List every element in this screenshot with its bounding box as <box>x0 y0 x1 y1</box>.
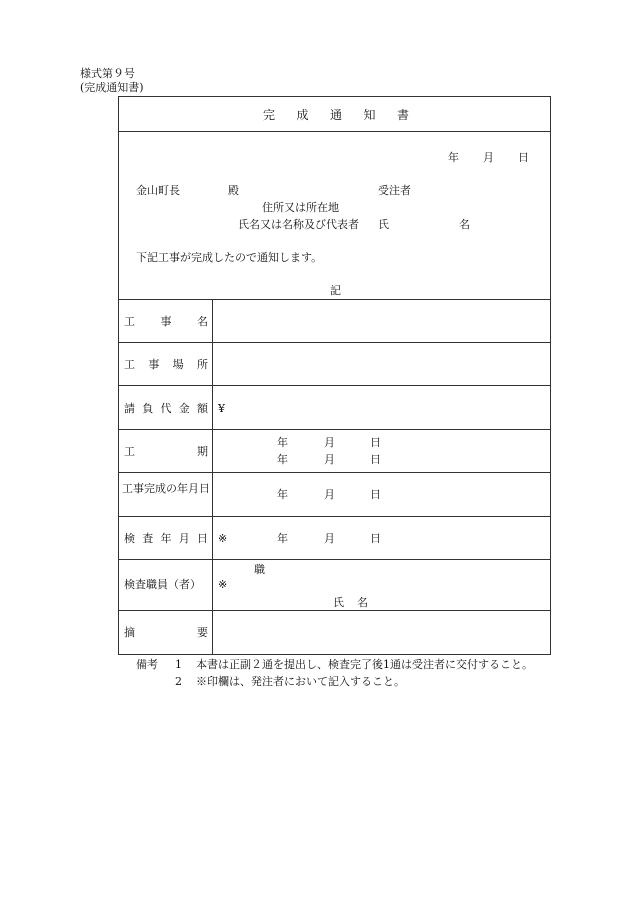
yen-sign: ¥ <box>218 402 225 415</box>
divider <box>118 610 551 611</box>
label-char: 代 <box>160 402 172 415</box>
completion-date-label: 工事完成の年月日 <box>122 482 210 495</box>
date-year: 年 <box>448 151 459 164</box>
label-char: 金 <box>178 402 190 415</box>
form-name: (完成通知書) <box>80 81 144 94</box>
label-char: 検 <box>124 532 135 545</box>
form-table <box>118 96 551 655</box>
note-text: ※印欄は、発注者において記入すること。 <box>196 675 405 688</box>
label-char: 年 <box>160 532 172 545</box>
shi-label: 氏 <box>378 218 389 231</box>
period-end-day: 日 <box>370 453 381 466</box>
ki-label: 記 <box>330 284 341 297</box>
label-char: 所 <box>196 358 208 371</box>
note-number: 1 <box>175 658 182 671</box>
label-char: 工 <box>124 358 135 371</box>
label-char: 日 <box>197 532 208 545</box>
inspector-label: 検査職員（者） <box>124 578 201 591</box>
title-char: 知 <box>363 108 376 122</box>
addressee: 金山町長 <box>136 184 180 197</box>
address-label: 住所又は所在地 <box>262 201 339 214</box>
label-char: 場 <box>172 358 184 371</box>
remarks-label <box>124 627 208 638</box>
contractor-label: 受注者 <box>378 184 411 197</box>
period-end-year: 年 <box>277 453 288 466</box>
label-char: 工 <box>124 445 135 458</box>
divider <box>118 516 551 517</box>
date-month: 月 <box>483 151 494 164</box>
divider <box>118 429 551 430</box>
label-char: 要 <box>197 626 208 639</box>
inspector-mei: 名 <box>357 596 368 609</box>
inspection-month: 月 <box>324 532 335 545</box>
label-char: 請 <box>124 402 135 415</box>
inspection-date-label <box>124 533 208 544</box>
period-end-month: 月 <box>324 453 335 466</box>
completion-month: 月 <box>324 488 335 501</box>
inspection-mark: ※ <box>218 532 228 545</box>
period-start-month: 月 <box>324 436 335 449</box>
period-label <box>124 446 208 457</box>
construction-site-label <box>124 359 208 370</box>
inspection-year: 年 <box>277 532 288 545</box>
completion-year: 年 <box>277 488 288 501</box>
label-char: 月 <box>178 532 190 545</box>
inspection-day: 日 <box>370 532 381 545</box>
document-title <box>263 109 409 121</box>
honorific: 殿 <box>228 184 239 197</box>
label-char: 額 <box>197 402 208 415</box>
notes-label: 備考 <box>136 658 158 671</box>
form-number: 様式第９号 <box>80 67 135 80</box>
divider <box>118 342 551 343</box>
notice-text: 下記工事が完成したので通知します。 <box>136 251 323 264</box>
period-start-year: 年 <box>277 436 288 449</box>
mei-label: 名 <box>459 218 470 231</box>
divider <box>118 299 551 300</box>
divider <box>118 131 551 132</box>
inspector-mark: ※ <box>218 578 228 591</box>
divider <box>118 472 551 473</box>
inspector-shi: 氏 <box>333 596 344 609</box>
label-char: 事 <box>148 358 160 371</box>
note-number: 2 <box>175 675 182 688</box>
label-char: 事 <box>160 315 172 328</box>
column-divider <box>212 299 213 655</box>
title-char: 通 <box>329 108 342 122</box>
note-text: 本書は正副２通を提出し、検査完了後1通は受注者に交付すること。 <box>196 658 533 671</box>
completion-day: 日 <box>370 488 381 501</box>
date-day: 日 <box>518 151 529 164</box>
divider <box>118 559 551 560</box>
label-char: 査 <box>142 532 154 545</box>
contract-amount-label <box>124 403 208 414</box>
name-label: 氏名又は名称及び代表者 <box>238 218 359 231</box>
divider <box>118 385 551 386</box>
period-start-day: 日 <box>370 436 381 449</box>
title-char: 完 <box>263 108 276 122</box>
label-char: 負 <box>142 402 154 415</box>
title-char: 書 <box>396 108 409 122</box>
construction-name-label <box>124 316 208 327</box>
label-char: 名 <box>197 315 208 328</box>
label-char: 工 <box>124 315 135 328</box>
label-char: 期 <box>197 445 208 458</box>
label-char: 摘 <box>124 626 135 639</box>
title-char: 成 <box>296 108 309 122</box>
shoku-label: 職 <box>254 563 265 576</box>
